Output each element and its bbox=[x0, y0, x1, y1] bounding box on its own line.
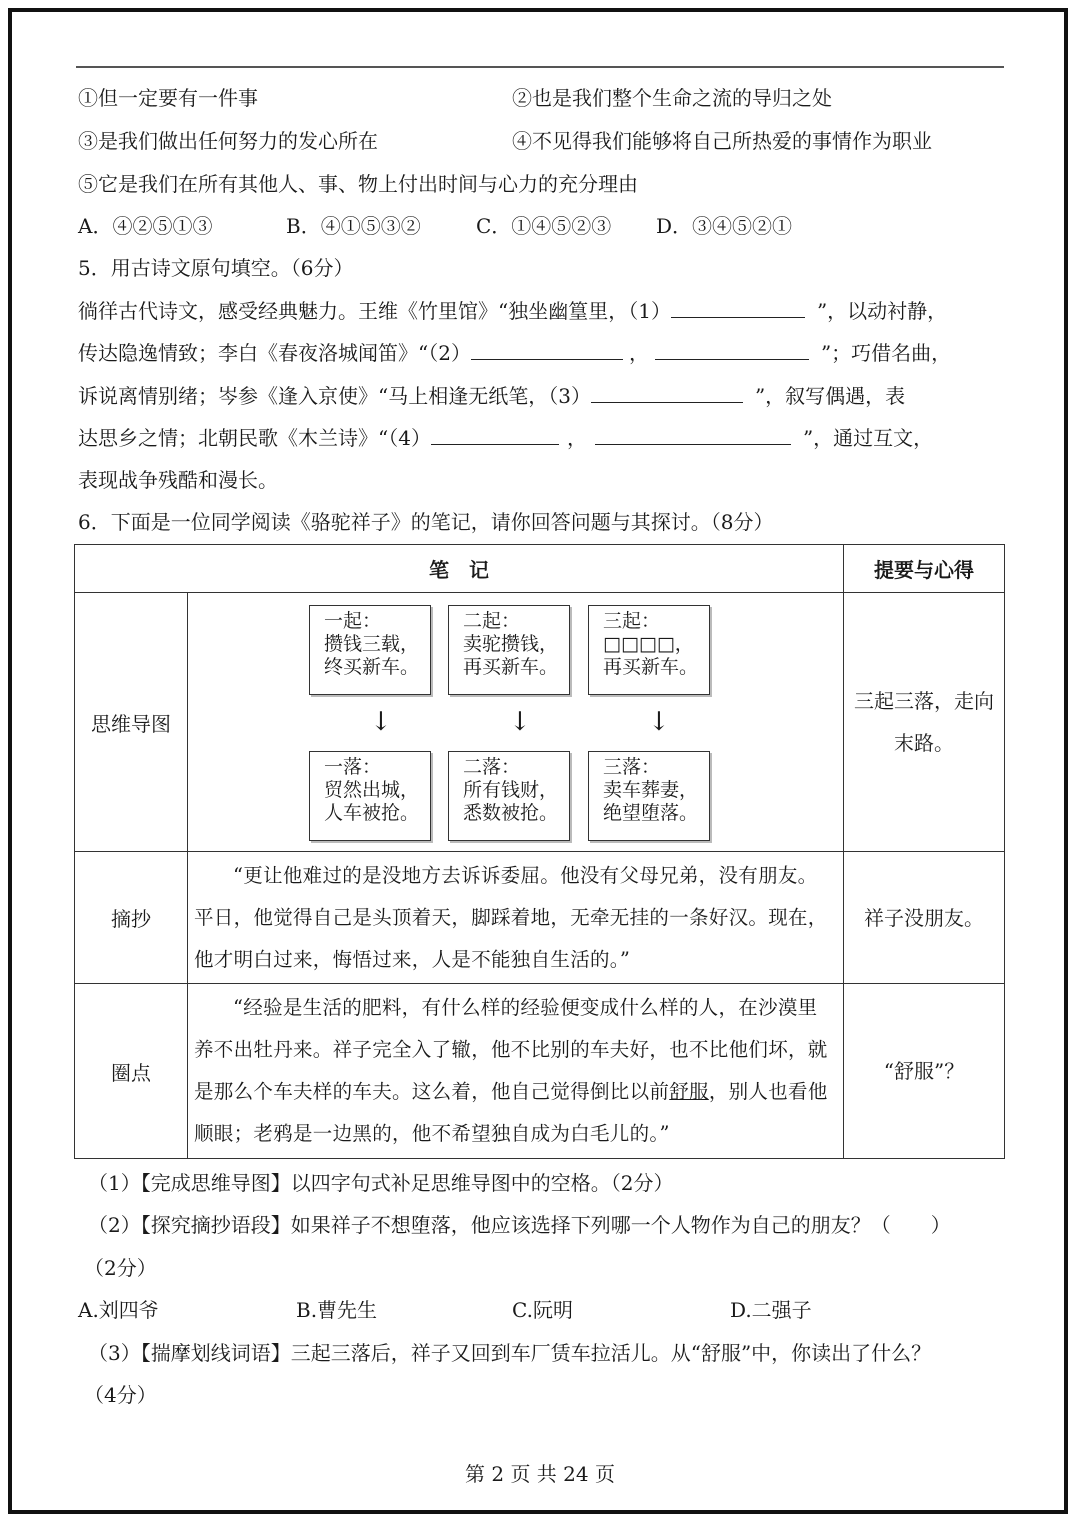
mindmap-fall-2 bbox=[448, 751, 570, 841]
q6-sub-1: （1）【完成思维导图】以四字句式补足思维导图中的空格。（2分） bbox=[88, 1171, 674, 1195]
row-excerpt-summary: 祥子没朋友。 bbox=[844, 852, 1005, 984]
fall-3-line-a: 卖车葬妻， bbox=[603, 779, 699, 801]
q6-sub-2-score: （2分） bbox=[84, 1256, 157, 1280]
fall-3-line-b: 绝望堕落。 bbox=[603, 802, 699, 824]
rise-3-line-b: 再买新车。 bbox=[603, 656, 699, 678]
q4-option-2: ②也是我们整个生命之流的导归之处 bbox=[512, 86, 832, 110]
mindmap-fall-3 bbox=[588, 751, 710, 841]
q4-option-4: ④不见得我们能够将自己所热爱的事情作为职业 bbox=[512, 129, 932, 153]
q4-choice-d: D．③④⑤②① bbox=[656, 214, 793, 238]
q5-blank-3[interactable] bbox=[591, 382, 743, 403]
rise-3-title: 三起： bbox=[603, 610, 661, 632]
q5-line-4-text: 达思乡之情；北朝民歌《木兰诗》“（4） bbox=[78, 426, 431, 450]
fall-1-line-a: 贸然出城， bbox=[324, 779, 420, 801]
annotate-text-a: “经验是生活的肥料，有什么样的经验便变成什么样的人，在沙漠里养不出牡丹来。祥子完全入了辙，他不比别的车夫好，也不比他们坏，就是那么个车夫样的车夫。这么着，他自己觉得倒比以前 bbox=[194, 996, 828, 1103]
q6-choice-b: B.曹先生 bbox=[296, 1298, 378, 1322]
row-mindmap-label: 思维导图 bbox=[75, 593, 188, 852]
annotate-text bbox=[194, 987, 837, 1155]
fall-2-line-a: 所有钱财， bbox=[463, 779, 559, 801]
rise-2-line-a: 卖驼攒钱， bbox=[463, 633, 559, 655]
q5-line-4 bbox=[78, 424, 933, 452]
mindmap-summary-a: 三起三落，走向 bbox=[854, 689, 994, 713]
row-annotate-label: 圈点 bbox=[75, 984, 188, 1159]
rise-1-line-a: 攒钱三载， bbox=[324, 633, 420, 655]
row-excerpt-quote bbox=[188, 852, 844, 984]
q4-choice-b: B．④①⑤③② bbox=[286, 214, 421, 238]
rise-2-line-b: 再买新车。 bbox=[463, 656, 559, 678]
q5-line-1 bbox=[78, 297, 947, 325]
rise-2-title: 二起： bbox=[463, 610, 521, 632]
q4-choice-a: A．④②⑤①③ bbox=[78, 214, 213, 238]
q5-line-2-comma: ， bbox=[628, 341, 649, 365]
q5-line-2-tail: ”；巧借名曲， bbox=[820, 341, 952, 365]
q6-choice-d: D.二强子 bbox=[730, 1298, 812, 1322]
q5-blank-2b[interactable] bbox=[655, 339, 809, 360]
q6-sub-3-score: （4分） bbox=[84, 1383, 157, 1407]
q5-line-3 bbox=[78, 382, 905, 410]
down-arrow-icon: ↓ bbox=[370, 707, 392, 737]
q6-title: 6．下面是一位同学阅读《骆驼祥子》的笔记，请你回答问题与其探讨。（8分） bbox=[78, 510, 774, 534]
down-arrow-icon: ↓ bbox=[648, 707, 670, 737]
header-notes: 笔 记 bbox=[75, 545, 844, 593]
rise-3-blank-line[interactable]: □□□□， bbox=[603, 633, 694, 655]
excerpt-text: “更让他难过的是没地方去诉诉委屈。他没有父母兄弟，没有朋友。平日，他觉得自己是头顶着天，脚踩着地，无牵无挂的一条好汉。现在，他才明白过来，悔悟过来，人是不能独自生活的。” bbox=[194, 863, 828, 971]
page-number: 第 2 页 共 24 页 bbox=[465, 1462, 615, 1486]
q5-line-3-text: 诉说离情别绪；岑参《逢入京使》“马上相逢无纸笔，（3） bbox=[78, 384, 591, 408]
q5-title: 5．用古诗文原句填空。（6分） bbox=[78, 256, 354, 280]
q5-blank-4b[interactable] bbox=[595, 424, 791, 445]
mindmap-rise-1 bbox=[309, 605, 431, 695]
q5-blank-2a[interactable] bbox=[471, 339, 623, 360]
down-arrow-icon: ↓ bbox=[509, 707, 531, 737]
rise-1-line-b: 终买新车。 bbox=[324, 656, 420, 678]
mindmap-rise-3 bbox=[588, 605, 710, 695]
q5-line-2 bbox=[78, 339, 951, 367]
reading-notes-table bbox=[74, 544, 1005, 1159]
fall-1-line-b: 人车被抢。 bbox=[324, 802, 420, 824]
q6-sub-2: （2）【探究摘抄语段】如果祥子不想堕落，他应该选择下列哪一个人物作为自己的朋友？（ ） bbox=[88, 1213, 951, 1237]
q5-line-4-comma: ， bbox=[566, 426, 587, 450]
q4-option-1: ①但一定要有一件事 bbox=[78, 86, 258, 110]
underlined-word: 舒服 bbox=[669, 1080, 709, 1103]
mindmap-fall-1 bbox=[309, 751, 431, 841]
row-excerpt-label: 摘抄 bbox=[75, 852, 188, 984]
q5-line-4-tail: ”，通过互文， bbox=[802, 426, 934, 450]
q5-line-5: 表现战争残酷和漫长。 bbox=[78, 468, 278, 492]
row-annotate-quote bbox=[188, 984, 844, 1159]
q5-line-3-tail: ”，叙写偶遇，表 bbox=[754, 384, 906, 408]
row-mindmap-summary bbox=[844, 593, 1005, 852]
q4-choice-c: C．①④⑤②③ bbox=[476, 214, 612, 238]
header-rule bbox=[76, 66, 1004, 68]
row-annotate-summary: “舒服”？ bbox=[844, 984, 1005, 1159]
fall-2-title: 二落： bbox=[463, 756, 521, 778]
q5-line-1-tail: ”，以动衬静， bbox=[816, 299, 948, 323]
annotate-text-b: ，别人也看他顺眼；老鸦是一边黑的，他不希望独自成为白毛儿的。” bbox=[194, 1080, 828, 1145]
rise-1-title: 一起： bbox=[324, 610, 382, 632]
q5-line-1-text: 徜徉古代诗文，感受经典魅力。王维《竹里馆》“独坐幽篁里，（1） bbox=[78, 299, 671, 323]
q6-choice-a: A.刘四爷 bbox=[78, 1298, 159, 1322]
q6-sub-3: （3）【揣摩划线词语】三起三落后，祥子又回到车厂赁车拉活儿。从“舒服”中，你读出了什么？ bbox=[88, 1341, 932, 1365]
mindmap-cell bbox=[188, 593, 844, 852]
fall-3-title: 三落： bbox=[603, 756, 661, 778]
fall-1-title: 一落： bbox=[324, 756, 382, 778]
q5-line-2-text: 传达隐逸情致；李白《春夜洛城闻笛》“（2） bbox=[78, 341, 471, 365]
q6-choice-c: C.阮明 bbox=[512, 1298, 573, 1322]
q5-blank-1[interactable] bbox=[671, 297, 805, 318]
mindmap-rise-2 bbox=[448, 605, 570, 695]
q5-blank-4a[interactable] bbox=[431, 424, 559, 445]
fall-2-line-b: 悉数被抢。 bbox=[463, 802, 559, 824]
q4-option-3: ③是我们做出任何努力的发心所在 bbox=[78, 129, 378, 153]
mindmap-summary-b: 末路。 bbox=[894, 731, 954, 755]
header-summary: 提要与心得 bbox=[844, 545, 1005, 593]
q4-option-5: ⑤它是我们在所有其他人、事、物上付出时间与心力的充分理由 bbox=[78, 172, 638, 196]
